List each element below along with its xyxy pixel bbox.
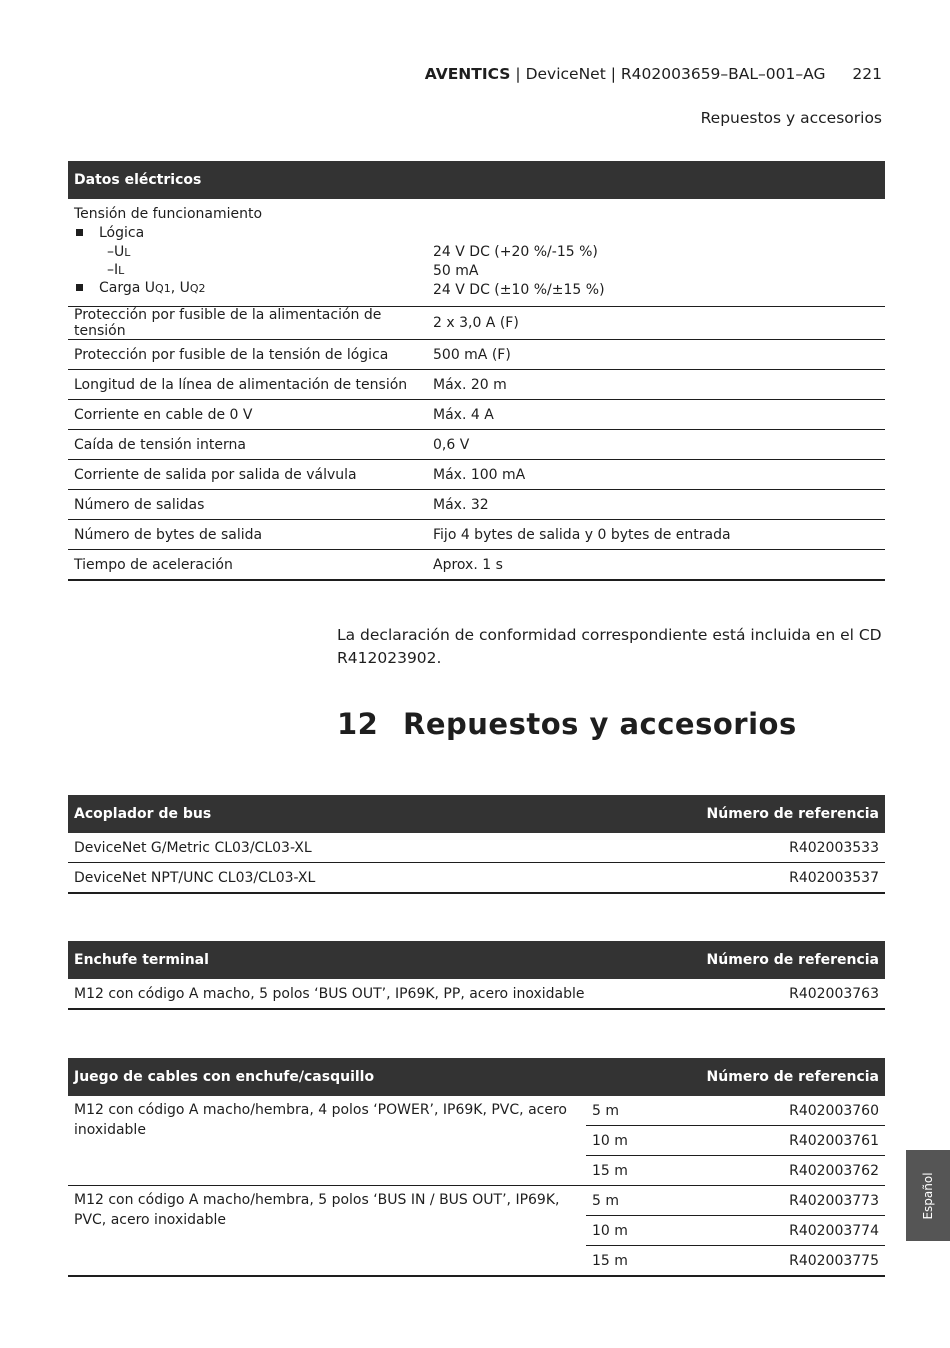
row-label: Corriente de salida por salida de válvula [68,460,427,490]
logic-voltage-value: 24 V DC (+20 %/-15 %) [433,244,598,260]
row-label: Caída de tensión interna [68,430,427,460]
item-reference: R402003762 [686,1156,885,1186]
row-value: Aprox. 1 s [427,550,885,581]
chapter-heading [337,704,797,744]
logic-label: Lógica [99,225,145,241]
row-label: Longitud de la línea de alimentación de tensión [68,370,427,400]
section-title: Repuestos y accesorios [700,109,882,127]
list-item [74,224,421,243]
bus-coupler-table [68,795,885,894]
table-header-row [68,161,885,199]
subscript: L [124,246,131,259]
list-item [74,243,421,262]
item-reference: R402003763 [672,979,885,1009]
voltage-label: Tensión de funcionamiento [74,206,263,222]
row-label: Corriente en cable de 0 V [68,400,427,430]
row-label: Tiempo de aceleración [68,550,427,581]
list-item [74,279,421,298]
chapter-title: Repuestos y accesorios [403,707,797,741]
table-row [68,979,885,1009]
subscript: Q2 [189,282,206,295]
chapter-number: 12 [337,707,379,741]
document-number: R402003659–BAL–001–AG [620,65,826,83]
ul-label: –U [107,244,125,260]
item-name: M12 con código A macho, 5 polos ‘BUS OUT’, IP69K, PP, acero inoxidable [68,979,672,1009]
row-value: 500 mA (F) [427,340,885,370]
cable-length: 15 m [586,1156,686,1186]
square-bullet-icon [76,229,83,236]
cable-length: 10 m [586,1216,686,1246]
table-row [68,1096,885,1126]
logic-current-value: 50 mA [433,263,479,279]
brand-name: AVENTICS [424,65,511,83]
cable-length: 5 m [586,1096,686,1126]
il-label: –I [107,262,119,278]
column-header-reference: Número de referencia [541,795,885,833]
item-reference: R402003774 [686,1216,885,1246]
table-header-row [68,1058,885,1096]
item-name: DeviceNet G/Metric CL03/CL03-XL [68,833,541,863]
product-name: DeviceNet [525,65,606,83]
table-row [68,1186,885,1216]
item-name: DeviceNet NPT/UNC CL03/CL03-XL [68,863,541,894]
load-voltage-value: 24 V DC (±10 %/±15 %) [433,282,605,298]
subscript: L [118,264,125,277]
column-header-reference: Número de referencia [672,941,885,979]
row-label: Número de bytes de salida [68,520,427,550]
page-number: 221 [852,65,882,83]
language-tab-label: Español [921,1171,935,1220]
running-header [300,64,882,84]
row-value: 0,6 V [427,430,885,460]
column-header-item: Acoplador de bus [68,795,541,833]
item-reference: R402003761 [686,1126,885,1156]
cable-sets-table [68,1058,885,1277]
terminal-plug-table [68,941,885,1010]
cable-length: 10 m [586,1126,686,1156]
column-header-reference: Número de referencia [686,1058,885,1096]
column-header-item: Enchufe terminal [68,941,672,979]
row-value: Fijo 4 bytes de salida y 0 bytes de entrada [427,520,885,550]
table-header-row [68,795,885,833]
table-row [68,199,885,307]
subscript: Q1 [155,282,171,295]
row-value: Máx. 32 [427,490,885,520]
header-separator: | [610,65,616,83]
header-separator: | [515,65,521,83]
conformity-declaration: La declaración de conformidad correspondiente está incluida en el CD R412023902. [337,626,882,667]
table-row [68,833,885,863]
row-value: Máx. 20 m [427,370,885,400]
item-reference: R402003533 [541,833,885,863]
table-header-row [68,941,885,979]
voltage-label-cell [68,199,427,307]
language-tab [906,1150,950,1241]
load-label-sep: , U [170,280,190,296]
column-header-item: Juego de cables con enchufe/casquillo [68,1058,686,1096]
cable-length: 5 m [586,1186,686,1216]
row-value: 2 x 3,0 A (F) [427,307,885,340]
list-item [74,262,421,279]
item-reference: R402003773 [686,1186,885,1216]
voltage-value-cell [427,199,885,307]
cable-set-name: M12 con código A macho/hembra, 5 polos ‘BUS IN / BUS OUT’, IP69K, PVC, acero inoxidable [68,1186,586,1277]
table-row [68,863,885,894]
row-value: Máx. 4 A [427,400,885,430]
row-label: Número de salidas [68,490,427,520]
cable-set-name: M12 con código A macho/hembra, 4 polos ‘POWER’, IP69K, PVC, acero inoxidable [68,1096,586,1186]
item-reference: R402003760 [686,1096,885,1126]
row-label: Protección por fusible de la tensión de lógica [68,340,427,370]
square-bullet-icon [76,284,83,291]
item-reference: R402003775 [686,1246,885,1277]
load-label: Carga U [99,280,156,296]
row-label: Protección por fusible de la alimentación de tensión [68,307,427,340]
item-reference: R402003537 [541,863,885,894]
electrical-data-table [68,161,885,581]
table-header-title: Datos eléctricos [68,161,885,199]
cable-length: 15 m [586,1246,686,1277]
row-value: Máx. 100 mA [427,460,885,490]
